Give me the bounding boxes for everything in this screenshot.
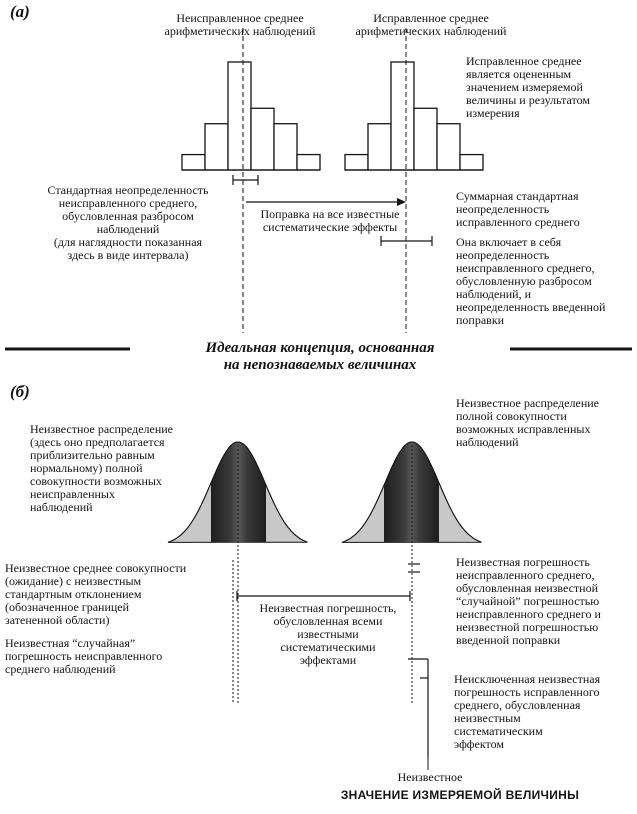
part-a-label: (а) (10, 2, 30, 21)
histogram-bar (274, 124, 297, 170)
unknown-systematic-error: Неизвестная погрешность, обусловленная всеми известными систематическими эффектами (259, 601, 397, 667)
histogram-bar (414, 108, 437, 170)
histogram-bar (297, 155, 320, 170)
std-uncertainty-note: Стандартная неопределенность неисправленного среднего, обусловленная разбросом наблюдений (для наглядности показанная здесь в виде интервала) (47, 183, 209, 262)
unexcluded-unknown-error: Неисключенная неизвестная погрешность исправленного среднего, обусловленная неизвестным систематическим эффектом (454, 672, 601, 751)
correction-note: Поправка на все известные систематические эффекты (260, 207, 400, 234)
histogram-bar (182, 155, 205, 170)
corrected-mean-note: Исправленное среднее является оцененным значением измеряемой величины и результатом измерения (466, 54, 590, 120)
error-brackets-right (408, 564, 428, 757)
unknown-random-error: Неизвестная “случайная” погрешность неисправленного среднего наблюдений (5, 636, 163, 676)
unknown-distribution-left: Неизвестное распределение (здесь оно предполагается приблизительно равным нормальному) полной совокупности возможных неисправленных наблюдений (30, 422, 173, 514)
histogram-bar (368, 124, 391, 170)
uncorrected-histogram (182, 62, 320, 170)
unknown-word: Неизвестное (397, 770, 463, 784)
ideal-concept-banner: Идеальная концепция, основанная на непознаваемых величинах (205, 340, 435, 373)
histogram-bar (460, 155, 483, 170)
unknown-error-uncorrected: Неизвестная погрешность неисправленного среднего, обусловленная неизвестной “случайной” погрешностью неисправленного среднего и неизвестной погрешностью введенной поправки (456, 555, 601, 647)
part-b-label: (б) (10, 382, 30, 401)
histogram-bar (228, 62, 251, 170)
unknown-population-mean: Неизвестное среднее совокупности (ожидание) с неизвестным стандартным отклонением (обозначенное границей затененной области) (5, 561, 187, 627)
histogram-bar (391, 62, 414, 170)
systematic-error-interval (237, 591, 410, 601)
uncorrected-mean-caption: Неисправленное среднее арифметических наблюдений (164, 11, 316, 38)
histogram-bar (345, 155, 368, 170)
includes-note: Она включает в себя неопределенность неисправленного среднего, обусловленную разбросом наблюдений, и неопределенность введенной поправки (456, 235, 606, 327)
measurand-value-caption: ЗНАЧЕНИЕ ИЗМЕРЯЕМОЙ ВЕЛИЧИНЫ (340, 788, 580, 802)
corrected-mean-caption: Исправленное среднее арифметических наблюдений (355, 11, 507, 38)
unknown-distribution-right: Неизвестное распределение полной совокупности возможных исправленных наблюдений (456, 396, 599, 449)
correction-arrow (246, 198, 406, 206)
histogram-bar (205, 124, 228, 170)
combined-uncertainty-note: Суммарная стандартная неопределенность исправленного среднего (456, 189, 580, 229)
std-uncertainty-interval (233, 175, 258, 185)
histogram-bar (251, 108, 274, 170)
histogram-bar (437, 124, 460, 170)
corrected-histogram (345, 62, 483, 170)
